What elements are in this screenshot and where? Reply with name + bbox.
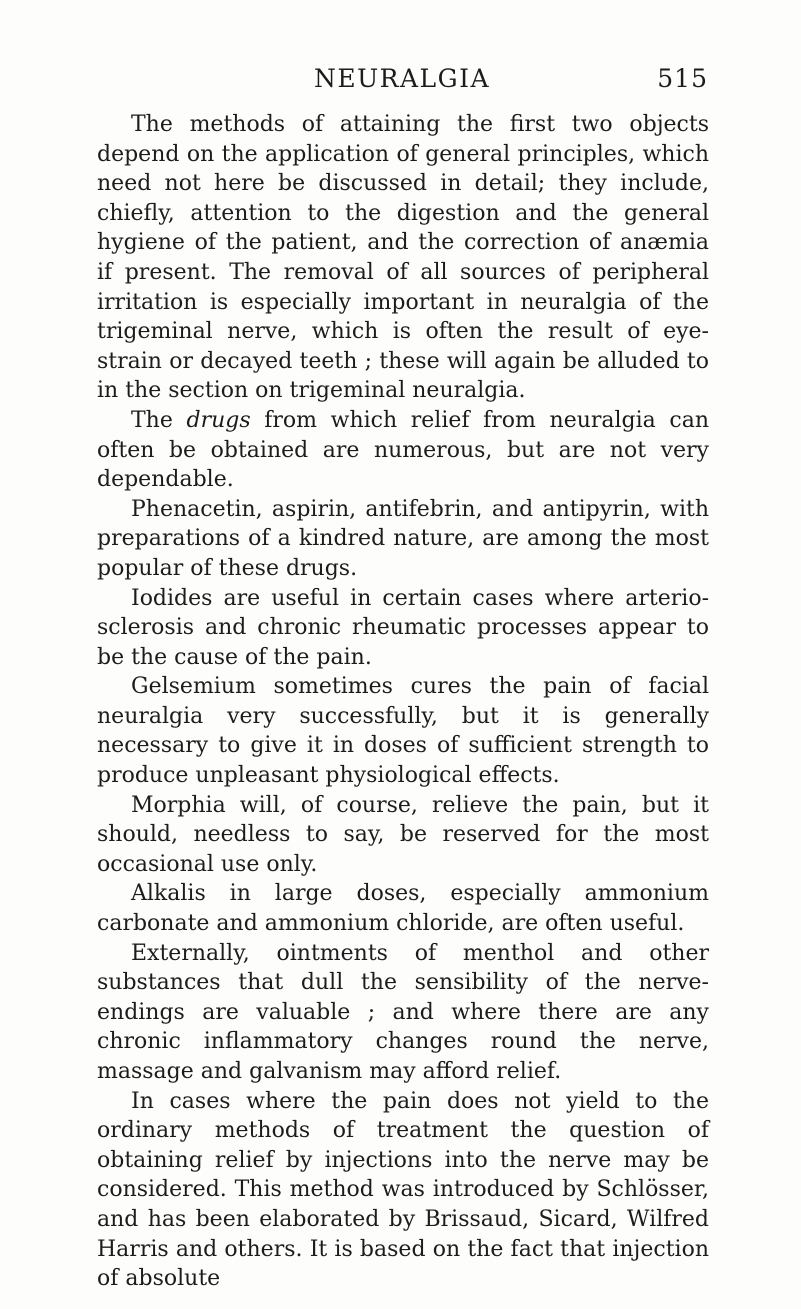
- page-header: [96, 62, 708, 98]
- paragraph-externally: Externally, ointments of menthol and other substances that dull the sensibility of the nerve-endings are valuable ; and where there are any chronic inflammatory changes round the nerve, massage and galvanism may afford relief.: [97, 940, 709, 1084]
- paragraph-iodides: Iodides are useful in certain cases where arterio-sclerosis and chronic rheumatic processes appear to be the cause of the pain.: [97, 585, 709, 670]
- paragraph-morphia: Morphia will, of course, relieve the pain, but it should, needless to say, be reserved for the most occasional use only.: [97, 792, 709, 877]
- paragraph-drugs-emphasis: drugs: [186, 407, 251, 433]
- paragraph-drugs-lead: The: [131, 407, 187, 433]
- paragraph-general-principles: The methods of attaining the first two objects depend on the application of general principles, which need not here be discussed in detail; they include, chiefly, attention to the digestion and the general hygiene of the patient, and the correction of anæmia if present. The removal of all sources of peripheral irritation is especially important in neuralgia of the trigeminal nerve, which is often the result of eye-strain or decayed teeth ; these will again be alluded to in the section on trigeminal neuralgia.: [97, 112, 709, 404]
- paragraph-gelsemium: Gelsemium sometimes cures the pain of facial neuralgia very successfully, but it is generally necessary to give it in doses of sufficient strength to produce unpleasant physiological effects.: [97, 674, 709, 789]
- page-number: 515: [657, 64, 708, 93]
- paragraph-phenacetin: Phenacetin, aspirin, antifebrin, and antipyrin, with preparations of a kindred nature, are among the most popular of these drugs.: [97, 496, 709, 581]
- paragraph-injections: In cases where the pain does not yield to the ordinary methods of treatment the question of obtaining relief by injections into the nerve may be considered. This method was introduced by Schlösser, and has been elaborated by Brissaud, Sicard, Wilfred Harris and others. It is based on the fact that injection of absolute: [97, 1088, 709, 1292]
- paragraph-alkalis: Alkalis in large doses, especially ammonium carbonate and ammonium chloride, are often useful.: [97, 881, 709, 937]
- paragraph-drugs-rest: from which relief from neuralgia can often be obtained are numerous, but are not very dependable.: [97, 407, 710, 493]
- running-title: NEURALGIA: [313, 64, 491, 93]
- body-text: [97, 110, 709, 1294]
- paragraph-drugs: [97, 406, 709, 495]
